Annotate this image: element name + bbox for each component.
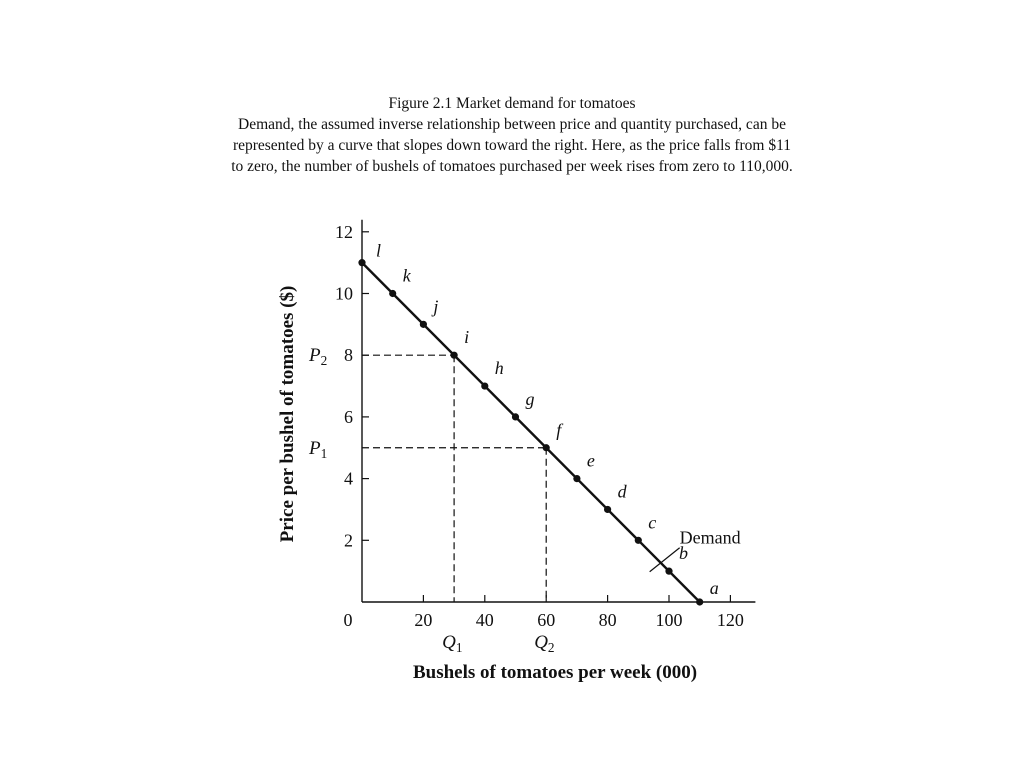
point-label-i: i (464, 327, 470, 348)
demand-point-i (451, 352, 458, 359)
point-label-b: b (679, 543, 688, 564)
demand-point-l (358, 259, 365, 266)
x-origin-label: 0 (343, 610, 353, 630)
caption-line-1: Demand, the assumed inverse relationship between price and quantity purchased, can be (238, 116, 786, 133)
point-label-e: e (586, 450, 595, 471)
x-axis-title: Bushels of tomatoes per week (000) (412, 662, 698, 683)
demand-point-g (512, 413, 519, 420)
demand-point-e (573, 475, 580, 482)
point-label-k: k (402, 265, 411, 286)
price-level-label: $P_1$ (309, 437, 328, 461)
figure-title: Figure 2.1 Market demand for tomatoes (388, 95, 636, 112)
y-tick-label: 4 (344, 468, 353, 489)
x-tick-label: 40 (475, 610, 494, 630)
x-ticks (344, 595, 744, 630)
demand-point-j (420, 321, 427, 328)
reference-lines (362, 355, 546, 602)
demand-point-c (635, 537, 642, 544)
point-label-g: g (525, 388, 535, 409)
demand-point-d (604, 506, 611, 513)
demand-point-f (543, 444, 550, 451)
quantity-level-label: $Q_2$ (534, 632, 555, 655)
y-axis-title: Price per bushel of tomatoes ($) (277, 285, 298, 543)
demand-line (362, 263, 700, 602)
x-tick-label: 120 (716, 610, 744, 630)
demand-point-h (481, 382, 488, 389)
x-tick-label: 100 (655, 610, 683, 630)
y-tick-label: 2 (344, 530, 353, 551)
y-tick-label: 8 (344, 345, 353, 366)
quantity-level-label: $Q_1$ (442, 632, 463, 655)
x-tick-label: 80 (598, 610, 617, 630)
point-label-a: a (709, 578, 719, 598)
point-label-l: l (376, 240, 382, 261)
point-label-j: j (433, 296, 439, 317)
y-tick-label: 12 (335, 221, 353, 242)
caption-line-2: represented by a curve that slopes down toward the right. Here, as the price falls from $11 (232, 137, 792, 154)
caption-line-3: to zero, the number of bushels of tomatoes purchased per week rises from zero to 110,000. (231, 158, 793, 175)
y-tick-label: 10 (335, 283, 353, 304)
point-label-c: c (648, 512, 657, 533)
point-label-d: d (617, 481, 627, 502)
demand-point-a (696, 598, 703, 605)
demand-point-k (389, 290, 396, 297)
point-label-f: f (556, 419, 562, 440)
x-tick-label: 20 (414, 610, 433, 630)
y-ticks (335, 222, 369, 551)
demand-point-b (665, 568, 672, 575)
x-tick-label: 60 (537, 610, 556, 630)
point-label-h: h (494, 358, 504, 379)
demand-series (358, 259, 703, 606)
demand-curve-label: Demand (679, 527, 741, 548)
price-level-label: $P_2$ (309, 345, 328, 369)
y-tick-label: 6 (344, 406, 353, 427)
